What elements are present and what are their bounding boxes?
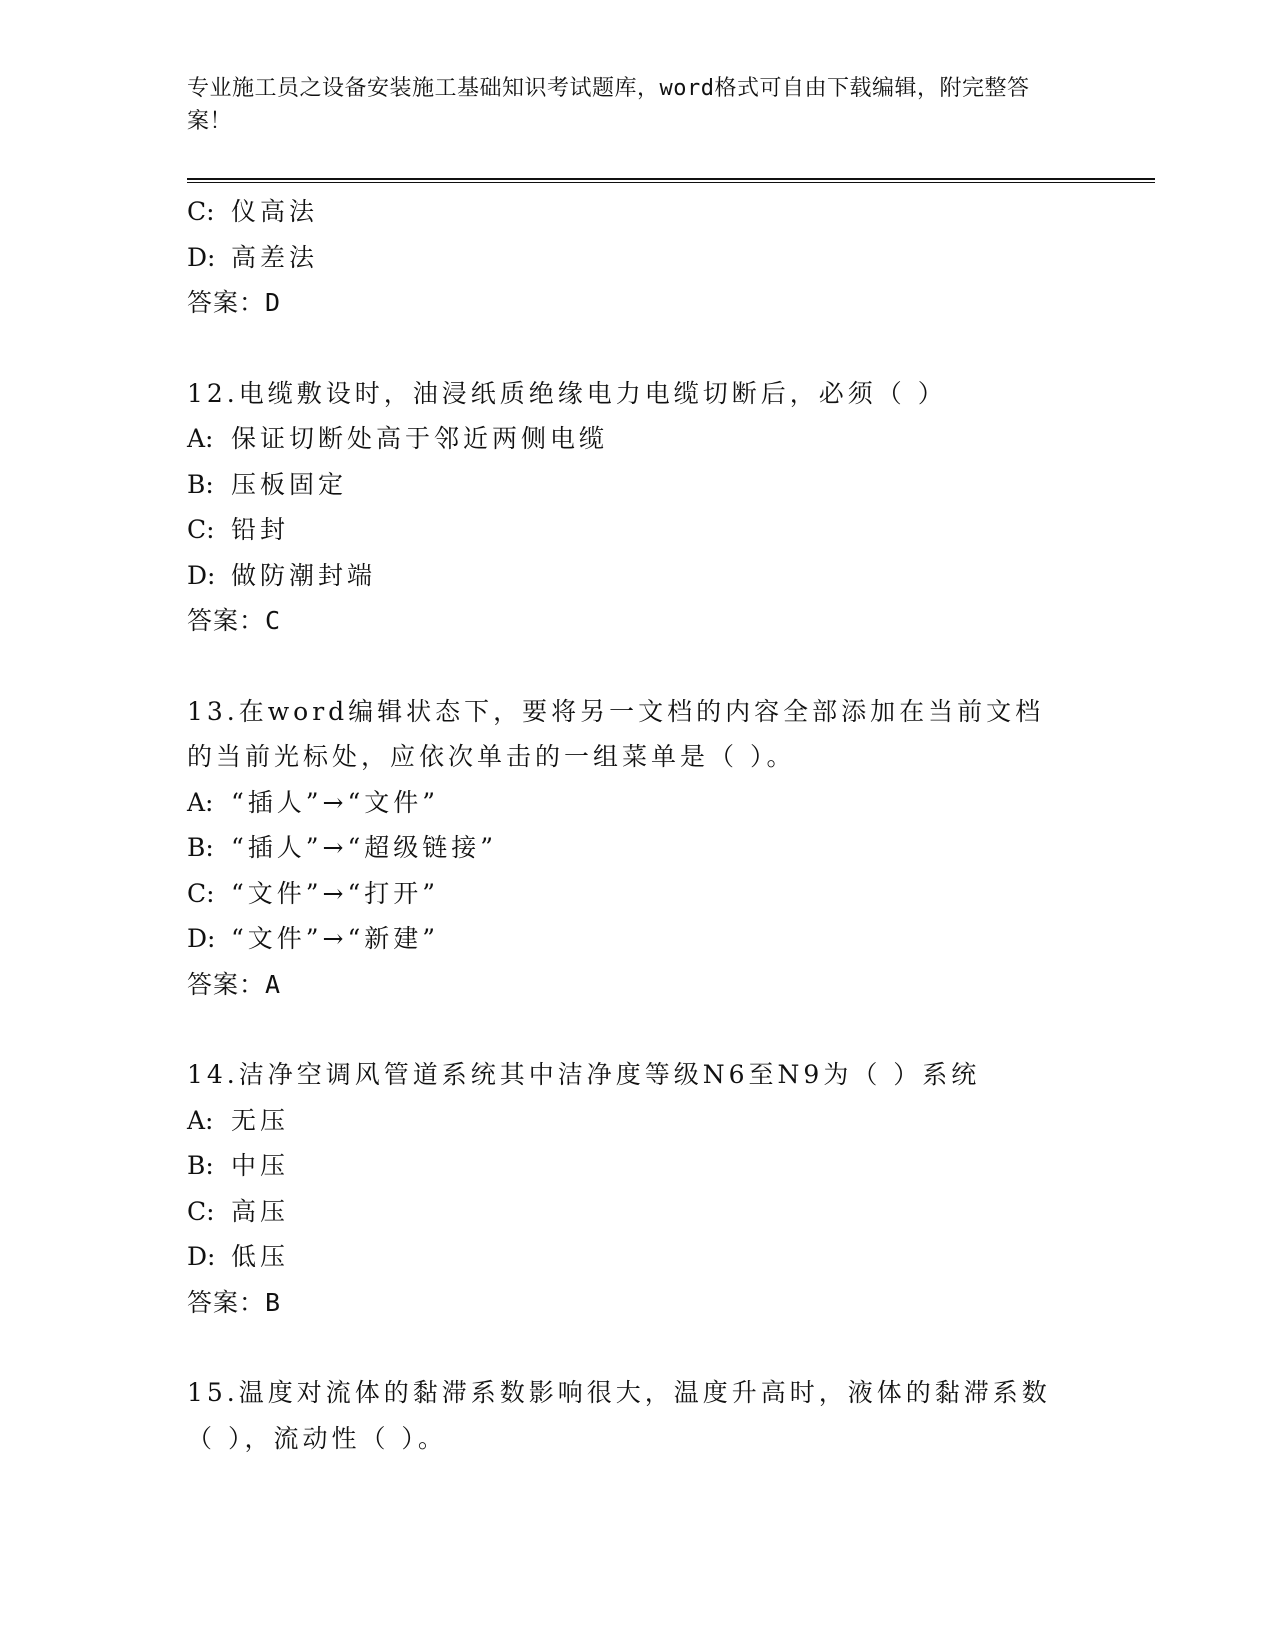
answer-line: 答案：D [187,288,282,317]
document-header: 专业施工员之设备安装施工基础知识考试题库，word格式可自由下载编辑，附完整答案！ [187,76,1030,134]
option-text: 铅封 [231,515,290,544]
option-d [187,235,1087,281]
option-key: B: [187,833,214,862]
option-text: 做防潮封端 [231,560,377,590]
option-key: D: [187,242,216,272]
option-text: 保证切断处高于邻近两侧电缆 [231,424,609,453]
option-key: A: [187,424,214,453]
header-divider [187,178,1155,183]
answer-line: 答案：C [187,606,282,635]
option-d [187,1234,1087,1280]
question-list [187,189,1087,1506]
option-text: 中压 [231,1151,290,1180]
question-stem: 13.在word编辑状态下，要将另一文档的内容全部添加在当前文档的当前光标处，应依次单击的一组菜单是（ ）。 [187,696,1045,771]
question-12 [187,371,1087,644]
option-text: “文件”→“打开” [231,878,440,908]
option-b [187,1143,1087,1189]
option-key: C: [187,515,215,544]
question-14 [187,1052,1087,1325]
option-c [187,871,1087,917]
option-c [187,507,1087,553]
option-text: 压板固定 [231,469,348,499]
option-key: D: [187,560,216,590]
option-key: C: [187,878,215,908]
option-text: 高差法 [231,242,319,272]
option-b [187,825,1087,871]
option-a [187,416,1087,462]
option-d [187,916,1087,962]
question-15 [187,1370,1087,1461]
option-text: “文件”→“新建” [231,924,440,953]
option-key: C: [187,197,215,226]
option-a [187,1098,1087,1144]
answer-line: 答案：B [187,1287,282,1317]
option-c [187,1189,1087,1235]
option-d [187,553,1087,599]
option-text: 无压 [231,1105,290,1135]
option-key: A: [187,787,214,817]
option-key: B: [187,469,214,499]
question-13 [187,689,1087,1008]
option-key: D: [187,924,216,953]
option-text: 高压 [231,1196,290,1226]
option-key: D: [187,1242,216,1271]
question-stem: 15.温度对流体的黏滞系数影响很大，温度升高时，液体的黏滞系数（ ），流动性（ ）。 [187,1378,1051,1453]
option-key: B: [187,1151,214,1180]
answer-line: 答案：A [187,969,282,999]
option-key: A: [187,1105,214,1135]
option-text: 低压 [231,1242,290,1271]
question-stem: 14.洁净空调风管道系统其中洁净度等级N6至N9为（ ）系统 [187,1060,981,1089]
option-text: “插人”→“文件” [231,787,440,817]
option-key: C: [187,1196,215,1226]
question-partial [187,189,1087,326]
option-text: “插人”→“超级链接” [231,833,498,862]
option-a [187,780,1087,826]
option-b [187,462,1087,508]
option-c [187,189,1087,235]
question-stem: 12.电缆敷设时，油浸纸质绝缘电力电缆切断后，必须（ ） [187,378,947,408]
option-text: 仪高法 [231,197,319,226]
